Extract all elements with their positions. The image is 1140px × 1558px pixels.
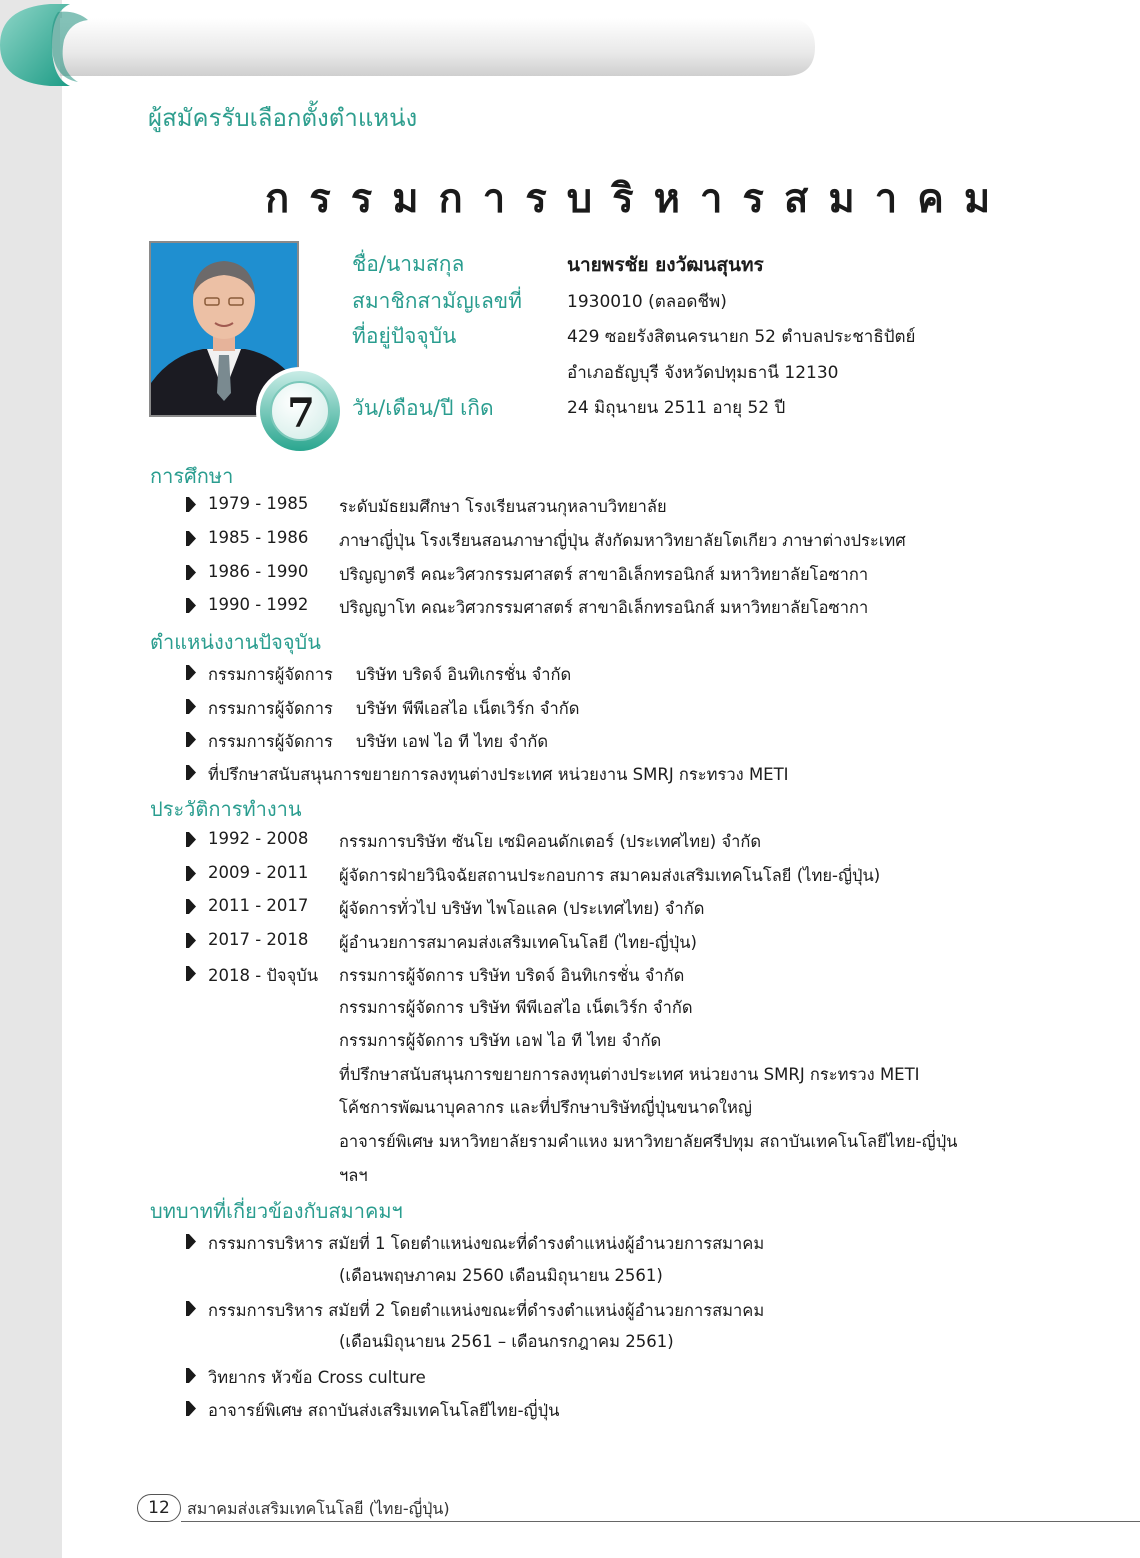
work-history-heading: ประวัติการทำงาน [150,797,302,821]
bullet-icon [186,1234,196,1249]
work-detail: ผู้จัดการฝ่ายวินิจฉัยสถานประกอบการ สมาคมส่งเสริมเทคโนโลยี (ไทย-ญี่ปุ่น) [339,866,881,885]
bullet-icon [186,732,196,747]
role-detail: อาจารย์พิเศษ สถาบันส่งเสริมเทคโนโลยีไทย-ญี่ปุ่น [208,1401,560,1420]
bullet-icon [186,1368,196,1383]
list-item [186,593,1006,619]
current-position-heading: ตำแหน่งงานปัจจุบัน [150,630,321,654]
name-value: นายพรชัย ยงวัฒนสุนทร [567,254,764,276]
birthdate-label: วัน/เดือน/ปี เกิด [352,396,494,420]
work-detail: ผู้อำนวยการสมาคมส่งเสริมเทคโนโลยี (ไทย-ญี่ปุ่น) [339,933,697,952]
work-year: 2018 - ปัจจุบัน [208,966,318,985]
address-label: ที่อยู่ปัจจุบัน [352,324,457,348]
work-detail: กรรมการผู้จัดการ บริษัท บริดจ์ อินทิเกรชั่น จำกัด [339,966,685,985]
bullet-icon [186,933,196,948]
bullet-icon [186,598,196,613]
work-continuation-line: อาจารย์พิเศษ มหาวิทยาลัยรามคำแหง มหาวิทยาลัยศรีปทุม สถาบันเทคโนโลยีไทย-ญี่ปุ่น [339,1132,958,1151]
footer-title: สมาคมส่งเสริมเทคโนโลยี (ไทย-ญี่ปุ่น) [187,1499,450,1518]
address-line-2: อำเภอธัญบุรี จังหวัดปทุมธานี 12130 [567,363,839,383]
name-label: ชื่อ/นามสกุล [352,252,465,276]
position-org: บริษัท เอฟ ไอ ที ไทย จำกัด [356,732,549,751]
role-detail: กรรมการบริหาร สมัยที่ 2 โดยตำแหน่งขณะที่ดำรงตำแหน่งผู้อำนวยการสมาคม [208,1301,765,1320]
bullet-icon [186,866,196,881]
list-item [186,560,1006,586]
list-item [186,1363,1006,1389]
work-year: 2011 - 2017 [208,896,309,915]
bullet-icon [186,497,196,512]
address-line-1: 429 ซอยรังสิตนครนายก 52 ตำบลประชาธิปัตย์ [567,327,916,347]
education-detail: ภาษาญี่ปุ่น โรงเรียนสอนภาษาญี่ปุ่น สังกัดมหาวิทยาลัยโตเกียว ภาษาต่างประเทศ [339,531,906,550]
education-detail: ปริญญาตรี คณะวิศวกรรมศาสตร์ สาขาอิเล็กทรอนิกส์ มหาวิทยาลัยโอซากา [339,565,869,584]
list-item [186,894,1006,920]
education-year: 1979 - 1985 [208,494,309,513]
association-roles-heading: บทบาทที่เกี่ยวข้องกับสมาคมฯ [150,1199,403,1223]
bullet-icon [186,1301,196,1316]
list-item [186,526,1006,552]
work-year: 2009 - 2011 [208,863,309,882]
bullet-icon [186,765,196,780]
work-continuation-line: ที่ปรึกษาสนับสนุนการขยายการลงทุนต่างประเทศ หน่วยงาน SMRJ กระทรวง METI [339,1065,920,1084]
list-item [186,492,1006,518]
banner-title: กรรมการบริหารสมาคม [265,176,1011,222]
bullet-icon [186,565,196,580]
candidate-number: 7 [287,390,315,437]
list-item [186,1396,1006,1422]
education-heading: การศึกษา [150,464,234,488]
birthdate-value: 24 มิถุนายน 2511 อายุ 52 ปี [567,398,786,418]
page-side-band [0,0,62,1558]
list-item [186,1296,1006,1322]
position-role: กรรมการผู้จัดการ [208,732,333,751]
bullet-icon [186,531,196,546]
work-continuation-line: กรรมการผู้จัดการ บริษัท เอฟ ไอ ที ไทย จำกัด [339,1031,662,1050]
bullet-icon [186,699,196,714]
page-number: 12 [137,1494,181,1522]
list-item [186,694,1006,720]
work-year: 1992 - 2008 [208,829,309,848]
list-item [186,1229,1006,1255]
list-item [186,928,1006,954]
list-item [186,961,1006,987]
bullet-icon [186,832,196,847]
education-year: 1990 - 1992 [208,595,309,614]
role-period: (เดือนพฤษภาคม 2560 เดือนมิถุนายน 2561) [339,1266,663,1285]
education-year: 1986 - 1990 [208,562,309,581]
member-number-value: 1930010 (ตลอดชีพ) [567,292,727,312]
list-item [186,760,1006,786]
title-banner [0,0,815,90]
position-org: บริษัท บริดจ์ อินทิเกรชั่น จำกัด [356,665,572,684]
education-year: 1985 - 1986 [208,528,309,547]
work-continuation-line: โค้ชการพัฒนาบุคลากร และที่ปรึกษาบริษัทญี่ปุ่นขนาดใหญ่ [339,1098,752,1117]
education-detail: ระดับมัธยมศึกษา โรงเรียนสวนกุหลาบวิทยาลัย [339,497,667,516]
bullet-icon [186,966,196,981]
position-org: บริษัท พีพีเอสไอ เน็ตเวิร์ก จำกัด [356,699,580,718]
work-year: 2017 - 2018 [208,930,309,949]
bullet-icon [186,899,196,914]
list-item [186,827,1006,853]
role-detail: วิทยากร หัวข้อ Cross culture [208,1368,426,1387]
page-footer [137,1494,1140,1522]
member-number-label: สมาชิกสามัญเลขที่ [352,289,523,313]
list-item [186,727,1006,753]
bullet-icon [186,665,196,680]
list-item [186,861,1006,887]
role-detail: กรรมการบริหาร สมัยที่ 1 โดยตำแหน่งขณะที่ดำรงตำแหน่งผู้อำนวยการสมาคม [208,1234,765,1253]
position-role: ที่ปรึกษาสนับสนุนการขยายการลงทุนต่างประเทศ หน่วยงาน SMRJ กระทรวง METI [208,765,789,784]
list-item [186,660,1006,686]
bullet-icon [186,1401,196,1416]
work-continuation-line: กรรมการผู้จัดการ บริษัท พีพีเอสไอ เน็ตเวิร์ก จำกัด [339,998,693,1017]
education-detail: ปริญญาโท คณะวิศวกรรมศาสตร์ สาขาอิเล็กทรอนิกส์ มหาวิทยาลัยโอซากา [339,598,869,617]
work-detail: กรรมการบริษัท ซันโย เซมิคอนดักเตอร์ (ประเทศไทย) จำกัด [339,832,762,851]
position-role: กรรมการผู้จัดการ [208,699,333,718]
position-role: กรรมการผู้จัดการ [208,665,333,684]
footer-rule [181,1521,1140,1522]
role-period: (เดือนมิถุนายน 2561 – เดือนกรกฎาคม 2561) [339,1332,674,1351]
work-detail: ผู้จัดการทั่วไป บริษัท ไพโอแลค (ประเทศไทย) จำกัด [339,899,705,918]
work-continuation-line: ฯลฯ [339,1166,368,1185]
page-subtitle: ผู้สมัครรับเลือกตั้งตำแหน่ง [148,104,418,132]
